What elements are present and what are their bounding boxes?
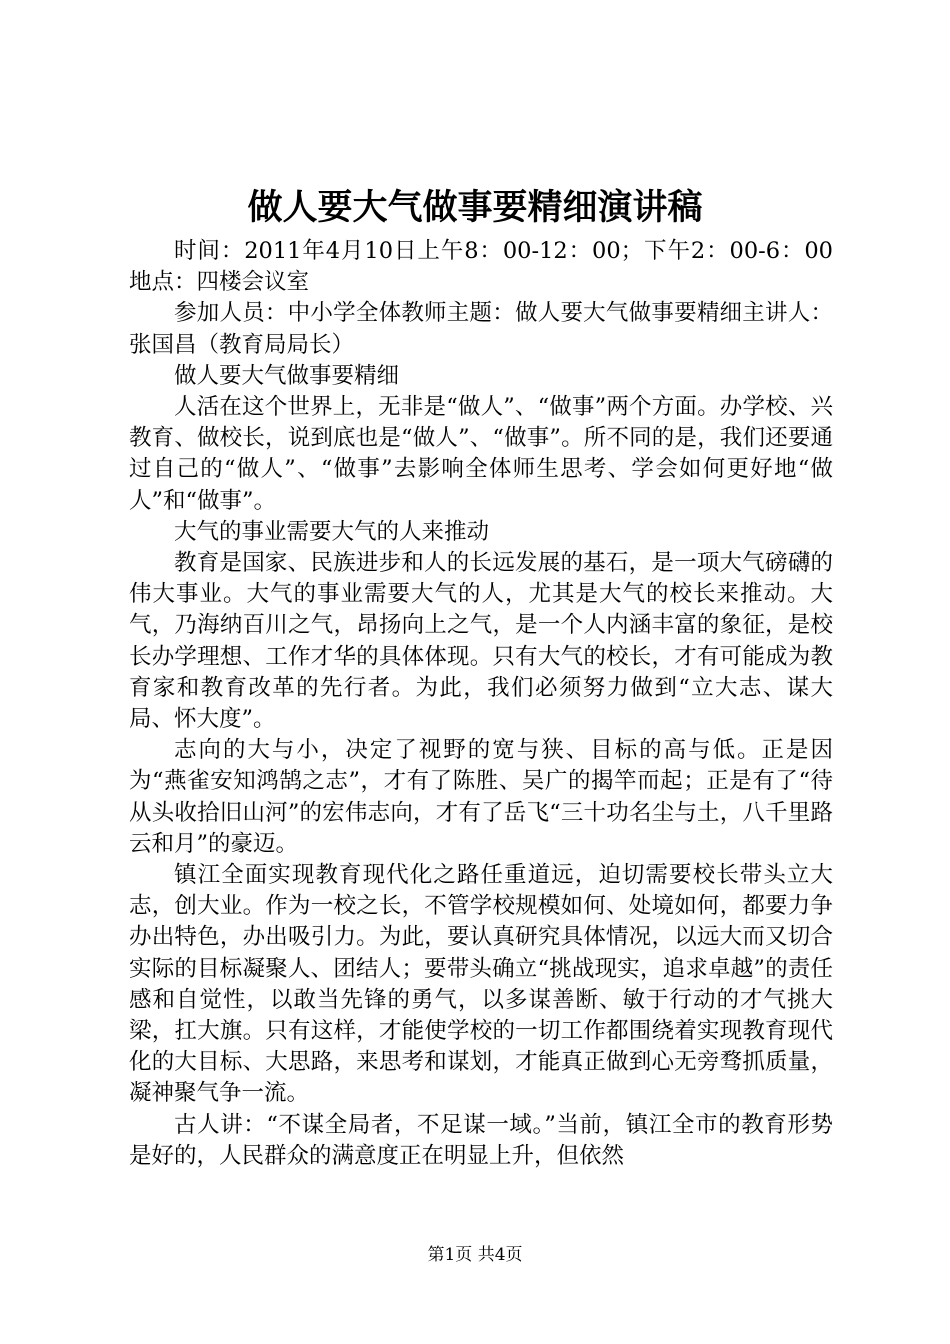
paragraph-education: 教育是国家、民族进步和人的长远发展的基石，是一项大气磅礴的伟大事业。大气的事业需要大气的人，尤其是大气的校长来推动。大气，乃海纳百川之气，昂扬向上之气，是一个人内涵丰富的象征，是校长办学理想、工作才华的具体体现。只有大气的校长，才有可能成为教育家和教育改革的先行者。为此，我们必须努力做到“立大志、谋大局、怀大度”。 <box>129 550 833 733</box>
paragraph-zhenjiang: 镇江全面实现教育现代化之路任重道远，迫切需要校长带头立大志，创大业。作为一校之长，不管学校规模如何、处境如何，都要力争办出特色，办出吸引力。为此，要认真研究具体情况，以远大而又切合实际的目标凝聚人、团结人；要带头确立“挑战现实，追求卓越”的责任感和自觉性，以敢当先锋的勇气，以多谋善断、敏于行动的才气挑大梁，扛大旗。只有这样，才能使学校的一切工作都围绕着实现教育现代化的大目标、大思路，来思考和谋划，才能真正做到心无旁骛抓质量，凝神聚气争一流。 <box>129 862 833 1107</box>
paragraph-ancient-saying: 古人讲：“不谋全局者，不足谋一域。”当前，镇江全市的教育形势是好的，人民群众的满意度正在明显上升，但依然 <box>129 1111 833 1169</box>
document-body <box>129 236 833 1172</box>
paragraph-ambition: 志向的大与小，决定了视野的宽与狭、目标的高与低。正是因为“燕雀安知鸿鹄之志”，才有了陈胜、吴广的揭竿而起；正是有了“待从头收拾旧山河”的宏伟志向，才有了岳飞“三十功名尘与土，八千里路云和月”的豪迈。 <box>129 737 833 857</box>
paragraph-intro: 人活在这个世界上，无非是“做人”、“做事”两个方面。办学校、兴教育、做校长，说到底也是“做人”、“做事”。所不同的是，我们还要通过自己的“做人”、“做事”去影响全体师生思考、学会如何更好地“做人”和“做事”。 <box>129 394 833 514</box>
page-footer: 第1页 共4页 <box>427 1245 523 1265</box>
document-title: 做人要大气做事要精细演讲稿 <box>247 187 703 228</box>
paragraph-participants: 参加人员：中小学全体教师主题：做人要大气做事要精细主讲人：张国昌（教育局局长） <box>129 300 833 358</box>
paragraph-heading-main: 做人要大气做事要精细 <box>174 362 400 389</box>
paragraph-heading-section: 大气的事业需要大气的人来推动 <box>174 518 490 545</box>
paragraph-time-location: 时间：2011年4月10日上午8：00-12：00；下午2：00-6：00地点：四楼会议室 <box>129 238 833 296</box>
